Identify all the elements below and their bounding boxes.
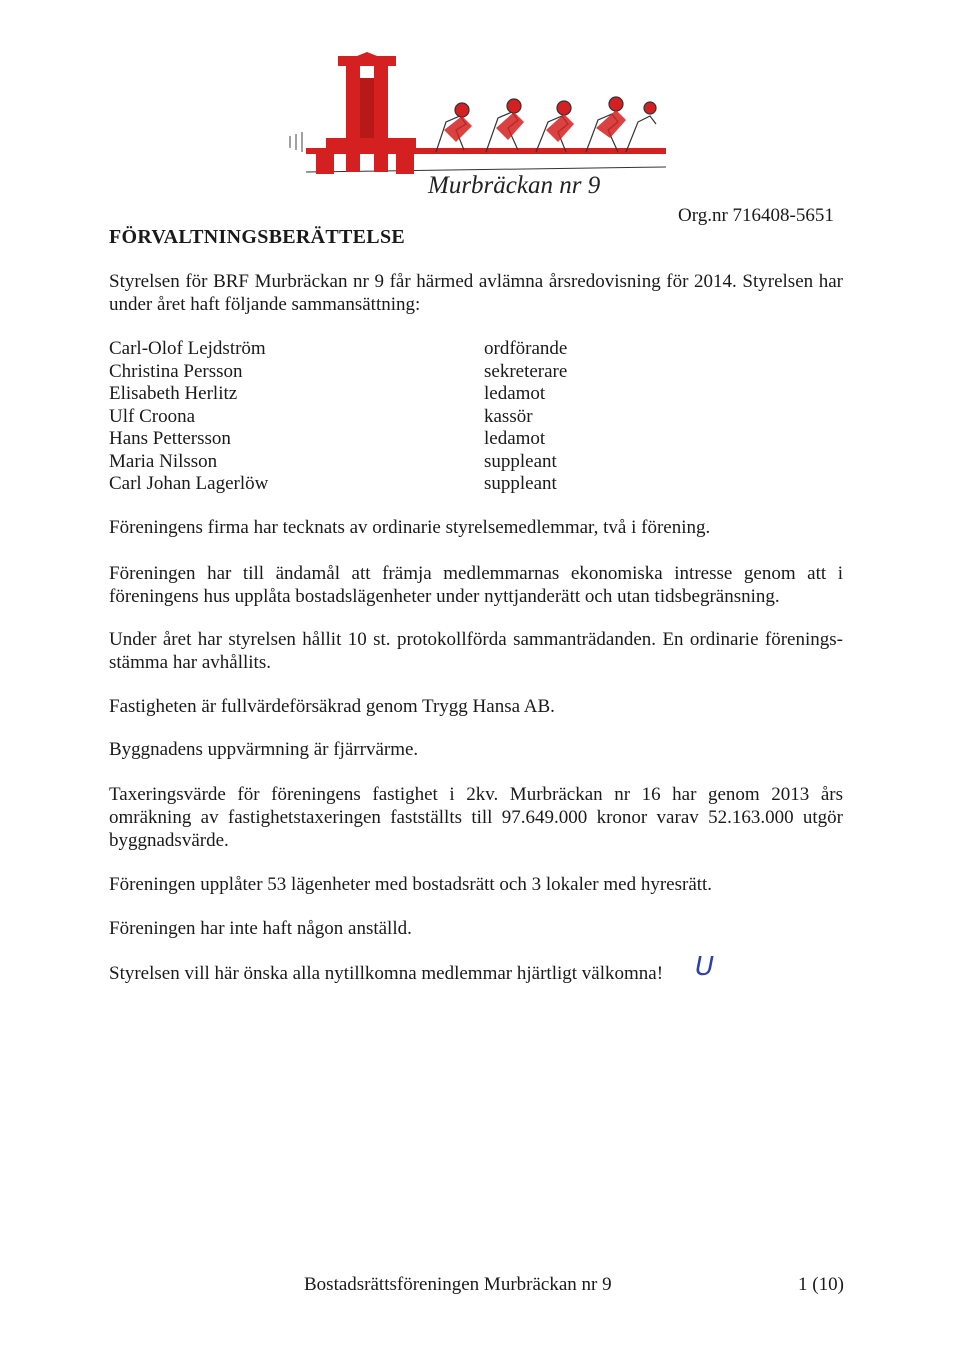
board-member-row: [109, 451, 709, 474]
member-name: Elisabeth Herlitz: [109, 383, 238, 404]
org-number: Org.nr 716408-5651: [678, 205, 834, 226]
member-role: ordförande: [484, 338, 568, 359]
member-name: Carl Johan Lagerlöw: [109, 473, 269, 494]
ram-tower-icon: [316, 52, 416, 174]
tax-value-paragraph: Taxeringsvärde för föreningens fastighet i 2kv. Murbräckan nr 16 har genom 2013 års omräkning av fastighetstaxeringen fastställts till 97.649.000 kronor varav 52.163.000 utgör byggnadsvärde.: [109, 784, 843, 851]
member-role: kassör: [484, 405, 533, 427]
member-name: Hans Pettersson: [109, 428, 231, 449]
footer-page-number: 1 (10): [798, 1274, 844, 1295]
logo-wordmark: Murbräckan nr 9: [428, 172, 601, 199]
member-name: Carl-Olof Lejdström: [109, 338, 266, 359]
board-member-row: [109, 383, 709, 406]
member-name: Ulf Croona: [109, 405, 196, 427]
board-member-row: [109, 428, 709, 451]
page-title: FÖRVALTNINGSBERÄTTELSE: [109, 226, 406, 248]
board-member-row: [109, 406, 709, 429]
member-name: Maria Nilsson: [109, 450, 218, 472]
member-role: ledamot: [484, 428, 546, 449]
member-role: suppleant: [484, 450, 557, 472]
employees-paragraph: Föreningen har inte haft någon anställd.: [109, 918, 412, 939]
meetings-paragraph: Under året har styrelsen hållit 10 st. protokollförda sammanträdanden. En ordinarie förenings-stämma har avhållits.: [109, 629, 843, 673]
welcome-paragraph: Styrelsen vill här önska alla nytillkomna medlemmar hjärtligt välkomna!: [109, 963, 664, 984]
murbrackan-logo-illustration: [286, 52, 670, 190]
footer-association-name: Bostadsrättsföreningen Murbräckan nr 9: [304, 1274, 612, 1295]
member-role: sekreterare: [484, 360, 568, 382]
member-role: ledamot: [484, 383, 546, 404]
insurance-paragraph: Fastigheten är fullvärdeförsäkrad genom Trygg Hansa AB.: [109, 696, 555, 717]
board-member-row: [109, 338, 709, 361]
intro-paragraph: Styrelsen för BRF Murbräckan nr 9 får härmed avlämna årsredovisning för 2014. Styrelsen har under året haft följande sammansättning:: [109, 271, 843, 315]
board-member-row: [109, 361, 709, 384]
apartments-paragraph: Föreningen upplåter 53 lägenheter med bostadsrätt och 3 lokaler med hyresrätt.: [109, 874, 713, 895]
handwritten-initial: U: [695, 952, 715, 982]
heating-paragraph: Byggnadens uppvärmning är fjärrvärme.: [109, 739, 419, 760]
member-role: suppleant: [484, 473, 557, 494]
member-name: Christina Persson: [109, 360, 243, 382]
board-member-row: [109, 473, 709, 496]
board-members-list: [109, 338, 709, 496]
purpose-paragraph: Föreningen har till ändamål att främja medlemmarnas ekonomiska intresse genom att i föreningens hus upplåta bostadslägenheter under nyttjanderätt och utan tidsbegränsning.: [109, 563, 843, 607]
firma-paragraph: Föreningens firma har tecknats av ordinarie styrelsemedlemmar, två i förening.: [109, 517, 711, 538]
